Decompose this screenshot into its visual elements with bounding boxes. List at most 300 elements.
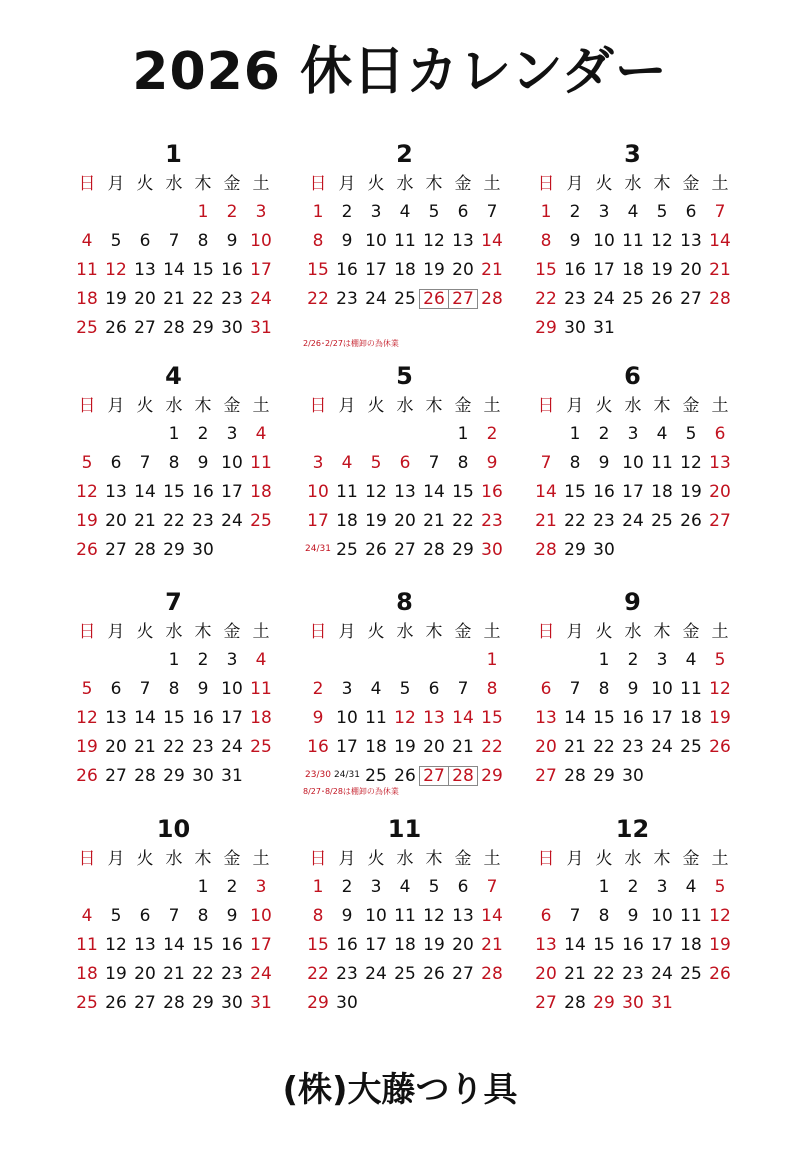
day-cell: 8 xyxy=(486,679,498,699)
day-cell: 3 xyxy=(255,202,267,222)
day-cell: 15 xyxy=(307,260,329,280)
day-cell: 7 xyxy=(569,906,581,926)
day-cell: 20 xyxy=(680,260,702,280)
day-cell: 1 xyxy=(540,202,552,222)
day-cell: 13 xyxy=(535,708,557,728)
day-cell: 5 xyxy=(370,453,382,473)
day-cell: 26 xyxy=(709,964,731,984)
day-cell: 16 xyxy=(192,482,214,502)
day-cell: 8 xyxy=(598,679,610,699)
weekday-header: 日 xyxy=(537,622,555,642)
day-cell: 1 xyxy=(598,877,610,897)
day-cell: 12 xyxy=(394,708,416,728)
day-cell: 3 xyxy=(370,877,382,897)
day-cell: 19 xyxy=(709,935,731,955)
day-cell: 29 xyxy=(593,993,615,1013)
day-cell: 5 xyxy=(714,650,726,670)
weekday-header: 月 xyxy=(566,174,584,194)
day-cell: 30 xyxy=(593,540,615,560)
day-cell: 14 xyxy=(481,231,503,251)
weekday-header: 金 xyxy=(454,396,472,416)
month-8 xyxy=(303,588,543,808)
weekday-header: 土 xyxy=(483,174,501,194)
weekday-header: 金 xyxy=(454,849,472,869)
day-cell: 21 xyxy=(134,511,156,531)
month-number: 2 xyxy=(396,140,413,168)
day-cell: 6 xyxy=(139,906,151,926)
day-cell: 17 xyxy=(336,737,358,757)
day-cell: 21 xyxy=(535,511,557,531)
weekday-header: 木 xyxy=(425,396,443,416)
day-cell: 3 xyxy=(656,877,668,897)
day-cell: 24 xyxy=(250,289,272,309)
day-cell: 15 xyxy=(163,482,185,502)
day-cell: 19 xyxy=(394,737,416,757)
day-cell: 18 xyxy=(394,935,416,955)
day-cell: 18 xyxy=(76,289,98,309)
day-cell: 14 xyxy=(481,906,503,926)
day-cell: 6 xyxy=(685,202,697,222)
weekday-header: 火 xyxy=(367,396,385,416)
weekday-header: 水 xyxy=(165,622,183,642)
day-cell: 30 xyxy=(192,766,214,786)
day-cell: 19 xyxy=(651,260,673,280)
weekday-header: 月 xyxy=(338,849,356,869)
weekday-header: 木 xyxy=(194,174,212,194)
day-cell: 29 xyxy=(535,318,557,338)
day-cell: 9 xyxy=(197,679,209,699)
weekday-header: 水 xyxy=(165,849,183,869)
weekday-header: 日 xyxy=(537,849,555,869)
day-cell: 24 xyxy=(365,964,387,984)
weekday-header: 日 xyxy=(309,849,327,869)
weekday-header: 木 xyxy=(653,622,671,642)
day-cell: 21 xyxy=(709,260,731,280)
weekday-header: 火 xyxy=(136,849,154,869)
day-cell: 23 xyxy=(221,964,243,984)
day-cell: 18 xyxy=(680,935,702,955)
weekday-header: 木 xyxy=(194,849,212,869)
day-cell: 6 xyxy=(457,877,469,897)
day-cell: 5 xyxy=(110,231,122,251)
weekday-header: 月 xyxy=(107,396,125,416)
day-cell: 7 xyxy=(569,679,581,699)
day-cell: 2 xyxy=(226,877,238,897)
day-cell: 26 xyxy=(365,540,387,560)
day-cell: 16 xyxy=(221,260,243,280)
day-cell: 18 xyxy=(250,482,272,502)
day-cell: 9 xyxy=(598,453,610,473)
day-cell: 12 xyxy=(423,906,445,926)
day-cell: 19 xyxy=(76,737,98,757)
day-cell: 22 xyxy=(564,511,586,531)
month-number: 4 xyxy=(165,362,182,390)
day-cell: 21 xyxy=(134,737,156,757)
day-cell: 23 xyxy=(221,289,243,309)
day-cell: 31 xyxy=(593,318,615,338)
day-cell: 28 xyxy=(134,766,156,786)
day-cell: 2 xyxy=(627,877,639,897)
day-cell: 24 xyxy=(622,511,644,531)
weekday-header: 水 xyxy=(624,396,642,416)
day-cell: 27 xyxy=(709,511,731,531)
day-cell: 1 xyxy=(486,650,498,670)
weekday-header: 月 xyxy=(566,849,584,869)
weekday-header: 金 xyxy=(223,622,241,642)
day-cell: 19 xyxy=(423,935,445,955)
day-cell: 27 xyxy=(105,766,127,786)
day-cell: 27 xyxy=(394,540,416,560)
day-cell: 30 xyxy=(481,540,503,560)
day-cell: 6 xyxy=(540,906,552,926)
day-cell: 18 xyxy=(622,260,644,280)
day-cell: 25 xyxy=(680,737,702,757)
weekday-header: 月 xyxy=(566,622,584,642)
month-number: 8 xyxy=(396,588,413,616)
weekday-header: 木 xyxy=(425,849,443,869)
day-cell: 9 xyxy=(569,231,581,251)
day-cell: 10 xyxy=(336,708,358,728)
day-cell: 25 xyxy=(680,964,702,984)
day-cell: 24 xyxy=(651,964,673,984)
day-cell: 11 xyxy=(680,679,702,699)
weekday-header: 月 xyxy=(107,849,125,869)
weekday-header: 火 xyxy=(595,174,613,194)
month-number: 5 xyxy=(396,362,413,390)
day-cell: 17 xyxy=(250,260,272,280)
day-cell: 10 xyxy=(221,679,243,699)
day-cell: 6 xyxy=(714,424,726,444)
day-cell: 29 xyxy=(192,318,214,338)
day-cell: 21 xyxy=(163,289,185,309)
day-cell: 12 xyxy=(76,482,98,502)
weekday-header: 日 xyxy=(78,849,96,869)
day-cell: 18 xyxy=(250,708,272,728)
day-cell: 17 xyxy=(307,511,329,531)
day-cell: 20 xyxy=(535,737,557,757)
day-cell: 27 xyxy=(535,993,557,1013)
day-cell: 12 xyxy=(709,906,731,926)
day-cell: 11 xyxy=(365,708,387,728)
day-cell: 22 xyxy=(593,737,615,757)
day-cell: 6 xyxy=(399,453,411,473)
month-11 xyxy=(303,815,543,1035)
day-cell: 12 xyxy=(76,708,98,728)
day-cell: 12 xyxy=(105,935,127,955)
day-cell: 29 xyxy=(192,993,214,1013)
day-cell: 4 xyxy=(685,877,697,897)
day-cell: 6 xyxy=(457,202,469,222)
day-cell: 19 xyxy=(365,511,387,531)
day-cell: 14 xyxy=(163,935,185,955)
day-cell: 23 xyxy=(192,511,214,531)
day-cell: 13 xyxy=(452,231,474,251)
day-cell: 13 xyxy=(105,708,127,728)
day-cell: 20 xyxy=(134,289,156,309)
day-cell: 23 xyxy=(593,511,615,531)
day-cell: 31 xyxy=(250,318,272,338)
month-12 xyxy=(531,815,771,1035)
day-cell: 8 xyxy=(457,453,469,473)
day-cell: 7 xyxy=(139,679,151,699)
day-cell: 26 xyxy=(105,993,127,1013)
weekday-header: 日 xyxy=(309,396,327,416)
month-number: 12 xyxy=(615,815,650,843)
day-cell: 20 xyxy=(535,964,557,984)
month-number: 6 xyxy=(624,362,641,390)
day-cell: 14 xyxy=(709,231,731,251)
day-cell: 24 xyxy=(593,289,615,309)
day-cell: 30 xyxy=(622,766,644,786)
day-cell: 17 xyxy=(221,708,243,728)
day-cell: 11 xyxy=(680,906,702,926)
day-cell: 15 xyxy=(593,935,615,955)
day-cell: 3 xyxy=(370,202,382,222)
day-cell: 31 xyxy=(651,993,673,1013)
weekday-header: 火 xyxy=(595,849,613,869)
day-cell: 24 xyxy=(365,289,387,309)
day-cell: 1 xyxy=(457,424,469,444)
day-cell: 26 xyxy=(76,766,98,786)
day-cell-split: 23/30 xyxy=(305,770,331,780)
day-cell: 10 xyxy=(307,482,329,502)
day-cell: 21 xyxy=(481,260,503,280)
day-cell: 21 xyxy=(564,737,586,757)
day-cell-split: 24/31 xyxy=(334,770,360,780)
day-cell: 19 xyxy=(423,260,445,280)
weekday-header: 水 xyxy=(396,174,414,194)
day-cell: 22 xyxy=(307,289,329,309)
day-cell: 29 xyxy=(163,766,185,786)
month-7 xyxy=(72,588,312,808)
day-cell: 8 xyxy=(197,231,209,251)
day-cell: 29 xyxy=(481,766,503,786)
day-cell: 23 xyxy=(192,737,214,757)
weekday-header: 木 xyxy=(425,622,443,642)
day-cell: 26 xyxy=(394,766,416,786)
day-cell: 8 xyxy=(569,453,581,473)
weekday-header: 金 xyxy=(454,174,472,194)
day-cell: 25 xyxy=(250,511,272,531)
month-number: 1 xyxy=(165,140,182,168)
company-name: (株)大藤つり具 xyxy=(282,1070,518,1110)
weekday-header: 日 xyxy=(78,622,96,642)
weekday-header: 火 xyxy=(367,849,385,869)
day-cell: 15 xyxy=(535,260,557,280)
day-cell: 31 xyxy=(221,766,243,786)
day-cell: 1 xyxy=(168,424,180,444)
day-cell: 28 xyxy=(564,766,586,786)
weekday-header: 日 xyxy=(309,622,327,642)
day-cell: 20 xyxy=(423,737,445,757)
day-cell: 7 xyxy=(714,202,726,222)
weekday-header: 水 xyxy=(396,622,414,642)
day-cell: 27 xyxy=(419,766,449,786)
day-cell: 22 xyxy=(163,511,185,531)
day-cell: 12 xyxy=(651,231,673,251)
day-cell: 27 xyxy=(680,289,702,309)
day-cell: 9 xyxy=(627,679,639,699)
month-note: 8/27･8/28は棚卸の為休業 xyxy=(303,787,399,796)
day-cell: 3 xyxy=(656,650,668,670)
weekday-header: 月 xyxy=(107,174,125,194)
weekday-header: 土 xyxy=(711,174,729,194)
weekday-header: 金 xyxy=(223,174,241,194)
day-cell: 4 xyxy=(341,453,353,473)
day-cell: 15 xyxy=(163,708,185,728)
day-cell: 28 xyxy=(709,289,731,309)
weekday-header: 火 xyxy=(136,622,154,642)
day-cell: 9 xyxy=(197,453,209,473)
day-cell: 24 xyxy=(250,964,272,984)
day-cell: 8 xyxy=(168,453,180,473)
month-number: 7 xyxy=(165,588,182,616)
day-cell: 15 xyxy=(192,935,214,955)
day-cell: 22 xyxy=(163,737,185,757)
day-cell: 25 xyxy=(651,511,673,531)
day-cell: 20 xyxy=(452,260,474,280)
day-cell: 14 xyxy=(423,482,445,502)
day-cell: 28 xyxy=(535,540,557,560)
day-cell: 3 xyxy=(226,650,238,670)
weekday-header: 木 xyxy=(194,396,212,416)
day-cell: 15 xyxy=(564,482,586,502)
weekday-header: 日 xyxy=(78,174,96,194)
day-cell: 17 xyxy=(651,708,673,728)
weekday-header: 木 xyxy=(425,174,443,194)
day-cell: 29 xyxy=(307,993,329,1013)
weekday-header: 土 xyxy=(483,396,501,416)
day-cell: 3 xyxy=(226,424,238,444)
day-cell: 3 xyxy=(598,202,610,222)
day-cell: 25 xyxy=(365,766,387,786)
day-cell: 23 xyxy=(481,511,503,531)
weekday-header: 木 xyxy=(653,849,671,869)
day-cell: 2 xyxy=(598,424,610,444)
day-cell: 4 xyxy=(399,877,411,897)
month-number: 11 xyxy=(387,815,422,843)
weekday-header: 月 xyxy=(107,622,125,642)
day-cell: 27 xyxy=(452,964,474,984)
day-cell: 23 xyxy=(336,964,358,984)
day-cell: 26 xyxy=(651,289,673,309)
month-number: 10 xyxy=(156,815,191,843)
weekday-header: 金 xyxy=(223,849,241,869)
weekday-header: 土 xyxy=(483,622,501,642)
weekday-header: 土 xyxy=(252,396,270,416)
day-cell: 4 xyxy=(399,202,411,222)
day-cell: 27 xyxy=(134,318,156,338)
day-cell: 18 xyxy=(651,482,673,502)
day-cell: 30 xyxy=(192,540,214,560)
day-cell: 11 xyxy=(250,453,272,473)
weekday-header: 日 xyxy=(537,396,555,416)
day-cell: 4 xyxy=(370,679,382,699)
weekday-header: 水 xyxy=(396,396,414,416)
day-cell: 7 xyxy=(540,453,552,473)
day-cell: 27 xyxy=(105,540,127,560)
day-cell: 16 xyxy=(336,260,358,280)
weekday-header: 火 xyxy=(367,174,385,194)
day-cell: 19 xyxy=(76,511,98,531)
weekday-header: 木 xyxy=(653,396,671,416)
day-cell: 8 xyxy=(312,231,324,251)
day-cell: 4 xyxy=(255,650,267,670)
day-cell: 11 xyxy=(394,906,416,926)
day-cell: 2 xyxy=(197,650,209,670)
day-cell: 20 xyxy=(709,482,731,502)
day-cell: 15 xyxy=(192,260,214,280)
day-cell: 15 xyxy=(307,935,329,955)
month-3 xyxy=(531,140,771,360)
day-cell: 15 xyxy=(481,708,503,728)
day-cell: 24 xyxy=(221,737,243,757)
day-cell: 11 xyxy=(250,679,272,699)
day-cell: 30 xyxy=(336,993,358,1013)
day-cell: 2 xyxy=(312,679,324,699)
weekday-header: 木 xyxy=(194,622,212,642)
day-cell: 16 xyxy=(622,935,644,955)
day-cell: 30 xyxy=(622,993,644,1013)
day-cell: 11 xyxy=(622,231,644,251)
day-cell: 1 xyxy=(197,202,209,222)
day-cell: 17 xyxy=(593,260,615,280)
day-cell: 14 xyxy=(163,260,185,280)
day-cell: 20 xyxy=(105,737,127,757)
day-cell: 12 xyxy=(423,231,445,251)
day-cell: 16 xyxy=(564,260,586,280)
weekday-header: 日 xyxy=(537,174,555,194)
weekday-header: 土 xyxy=(483,849,501,869)
day-cell: 5 xyxy=(428,877,440,897)
month-6 xyxy=(531,362,771,582)
weekday-header: 土 xyxy=(252,174,270,194)
month-4 xyxy=(72,362,312,582)
weekday-header: 月 xyxy=(566,396,584,416)
day-cell: 22 xyxy=(535,289,557,309)
weekday-header: 水 xyxy=(624,849,642,869)
day-cell: 27 xyxy=(134,993,156,1013)
day-cell: 13 xyxy=(680,231,702,251)
day-cell: 9 xyxy=(226,906,238,926)
day-cell: 5 xyxy=(110,906,122,926)
weekday-header: 日 xyxy=(309,174,327,194)
day-cell: 13 xyxy=(423,708,445,728)
weekday-header: 金 xyxy=(682,622,700,642)
day-cell: 4 xyxy=(627,202,639,222)
day-cell: 3 xyxy=(341,679,353,699)
day-cell: 9 xyxy=(341,906,353,926)
day-cell: 4 xyxy=(685,650,697,670)
day-cell: 22 xyxy=(192,289,214,309)
day-cell: 29 xyxy=(593,766,615,786)
day-cell: 10 xyxy=(651,906,673,926)
day-cell: 19 xyxy=(105,289,127,309)
day-cell: 12 xyxy=(709,679,731,699)
day-cell: 21 xyxy=(163,964,185,984)
day-cell: 6 xyxy=(110,679,122,699)
day-cell: 13 xyxy=(394,482,416,502)
day-cell: 9 xyxy=(312,708,324,728)
day-cell: 25 xyxy=(76,993,98,1013)
day-cell: 25 xyxy=(250,737,272,757)
day-cell: 6 xyxy=(139,231,151,251)
day-cell: 7 xyxy=(486,877,498,897)
page-title: 2026 休日カレンダー xyxy=(132,42,668,102)
day-cell: 7 xyxy=(428,453,440,473)
day-cell: 23 xyxy=(622,737,644,757)
day-cell: 29 xyxy=(452,540,474,560)
